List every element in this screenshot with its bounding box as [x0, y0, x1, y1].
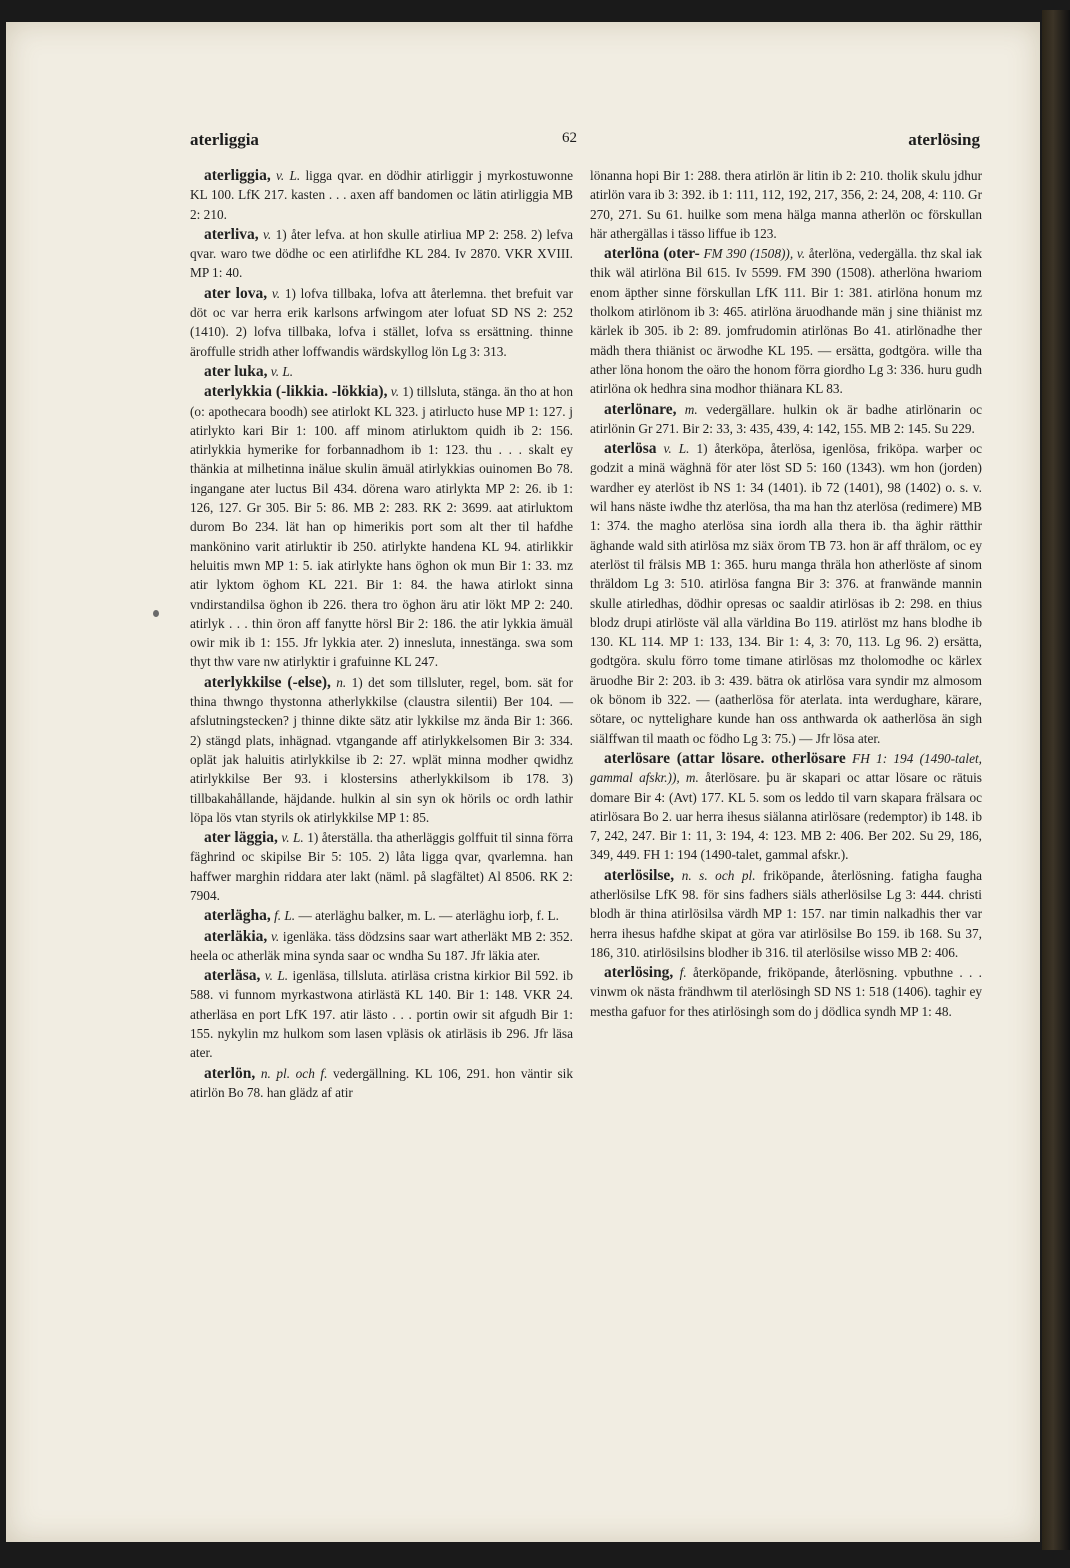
dictionary-entry	[590, 749, 982, 865]
headword: aterlösare (attar lösare. otherlösare	[604, 749, 846, 767]
headword: aterliva,	[204, 225, 259, 243]
part-of-speech: v.	[263, 226, 272, 242]
entry-text: vedergällare. hulkin ok är badhe atirlönarin oc atirlönin Gr 271. Bir 2: 33, 3: 435, 439, 4: 142, 155. MB 2: 145. Su 229.	[590, 401, 983, 436]
headword: aterlösa	[604, 440, 657, 458]
entry-text: vedergällning. KL 106, 291. hon väntir sik atirlön Bo 78. han glädz af atir	[190, 1065, 573, 1100]
part-of-speech: f. L.	[274, 908, 296, 924]
dictionary-entry	[590, 866, 982, 962]
header-right-guideword: aterlösing	[908, 130, 980, 149]
entry-text: igenläka. täss dödzsins saar wart atherläkt MB 2: 352. heela oc atherläk mina synda saar oc wndha Su 187. Jfr läkia ater.	[190, 928, 574, 963]
part-of-speech: m.	[684, 401, 698, 417]
entry-text: återköpande, friköpande, återlösning. vpbuthne . . . vinwm ok nästa frändhwm til aterlösingh SD NS 1: 518 (1406). taghir ey mestha gafuor for thes atirlösingh som do j dödlica syndh MP 1: 48.	[590, 965, 983, 1019]
headword: ater luka,	[204, 362, 268, 380]
headword: aterlägha,	[204, 907, 271, 925]
headword: aterlönare,	[604, 400, 677, 418]
entry-text: återlöna, vedergälla. thz skal iak thik wäl atirlöna Bil 615. Iv 5599. FM 390 (1508). atherlöna hwariom enom äpther sinne förskullan LfK 111. Bir 1: 381. atirlöna honum mz tholkom atirlönom ib 3: 465. atirlöna äruodhande män j sine thiänist mz kärlek ib 305. ib 2: 89. jomfrudomin atirlönas Bo 41. atirlönadhe ther mädh thera thiänist oc ärwodhe KL 195. — ersätta, godtgöra. wille tha ather löna honom the oäro the honom förra giordho Lg 3: 336. huru gudh atirlöna ok hedhra sina modhor thiänara KL 83.	[590, 246, 982, 397]
dictionary-entry	[590, 963, 982, 1021]
header-left-guideword: aterliggia	[190, 130, 259, 149]
part-of-speech: v.	[271, 285, 281, 301]
entry-text: 1) lofva tillbaka, lofva att återlemna. thet brefuit var döt oc var herra erik karlsons arfwingom ater lofuat SD NS 2: 252 (1410). 2) lofva tillbaka, lofva i stället, lofva ss ersättning. thinne äroffulle stridh ather loffwandis wärdskyllog lön Lg 3: 313.	[190, 285, 573, 359]
entry-text: — aterläghu balker, m. L. — aterläghu iorþ, f. L.	[298, 908, 559, 924]
dictionary-entry	[190, 284, 573, 361]
part-of-speech: v. L.	[264, 968, 289, 984]
part-of-speech: FH 1: 194 (1490-talet, gammal afskr.)), m.	[590, 750, 983, 786]
page-number: 62	[562, 130, 577, 146]
entry-text: 1) återställa. tha atherläggis golffuit til sinna förra fäghrind oc skipilse Bir 5: 105. 2) låta ligga qvar, qvarlemna. han haffwer marghin riddara ater lakt (näml. på slagfältet) Al 8506. RK 2: 7904.	[190, 830, 573, 903]
dictionary-entry	[590, 400, 982, 439]
headword: aterläkia,	[204, 927, 268, 945]
dictionary-entry	[190, 382, 573, 671]
part-of-speech: FM 390 (1508)), v.	[703, 246, 806, 262]
headword: aterlösing,	[604, 964, 674, 982]
entry-text: återlösare. þu är skapari oc attar lösare oc rätuis domare Bir 4: (Avt) 177. KL 5. som os leddo til varn skapara frälsara oc atirlösara Bo 2. uar herra ihesus siälanna atirlösare (redemptor) ib 148. ib 7, 242, 247. Bir 1: 11, 3: 194, 4: 123. MB 2: 406. Ber 202. Su 29, 186, 349, 449. FH 1: 194 (1490-talet, gammal afskr.).	[590, 770, 982, 863]
book-edge	[1042, 10, 1070, 1550]
entry-text: 1) det som tillsluter, regel, bom. sät for thina thwngo thystonna atherlykkilse (claustra silentii) Ber 104. — afslutningstecken? j thinne dikte sätz atir lykkilse mz ända Bir 1: 366. 2) stängd plats, inhägnad. vtgangande aff atirlykkelsomen Bir 3: 334. oplät jak haluitis atirlykkilse ib 2: 27. wplät minna modher qwidhz atirlykkilse Ber 93. i klostersins atherlykkilsom ib 178. 3) tillbakahållande, häjdande. hulkin al sin syn ok hörils oc ordh lathir löpa lös vtan styrils ok atirlykkilse MP 1: 85.	[190, 674, 574, 825]
entry-text: ligga qvar. en dödhir atirliggir j myrkostuwonne KL 100. LfK 217. kasten . . . axen aff bandomen oc lätin atirliggia MB 2: 210.	[190, 168, 573, 222]
dictionary-entry	[590, 244, 982, 398]
dictionary-entry	[590, 166, 982, 243]
entry-text: 1) tillsluta, stänga. än tho at hon (o: apothecara boodh) see atirlokt KL 323. j atirlucto huse MP 1: 127. j atirlykto kari Bir 1: 100. aff minom atirluktom quidh ib 2: 156. atirlykkia hymerike for forbannadhom ib 1: 123. thu . . . skalt ey thänkia at milhetinna inälue skulin ämuäl atirlykkias ouinomen Bo 78. ingangane ater luctus Bil 434. dörena waro atirlykta MP 2: 26. ib 1: 126, 127. Gr 305. Bir 5: 86. MB 2: 283. RK 2: 3699. aat atirluktom durom Bo 234. lät han op himerikis port som alt ther til hafdhe mankönino varit atirluktir ib 250. atirlykte handena KL 94. atirlikkir heluitis mwn MP 1: 5. iak atirlykte hans öghon ok mun Bir 1: 33. mz atir lyktom öghom KL 221. Bir 1: 84. the hawa atirlokt sinna vndirstandilsa öghon ib 226. thera tro öghon äru atir lökt MP 2: 240. atirlyk . . . thin öron aff fanytte hörsl Bir 2: 186. the atir lykkia ämuäl owir mik ib 1: 155. Jfr lykkia ater. 2) innesluta, innestänga. swa som thyt thw vare nw atirlyktir i grafuinne KL 247.	[190, 384, 573, 670]
dictionary-entry	[190, 225, 573, 283]
entry-text: igenläsa, tillsluta. atirläsa cristna kirkior Bil 592. ib 588. vi funnom myrkastwona atirlästä KL 140. Bir 1: 148. VKR 24. atherläsa en port LfK 197. atir lästo . . . portin owir sit afgudh Bir 1: 155. nykylin mz hulkom som lasen vpläsis ok atirläsis ib 296. Jfr läsa ater.	[190, 968, 573, 1061]
dictionary-entry	[190, 362, 573, 381]
headword: aterliggia,	[204, 167, 271, 184]
running-header	[190, 130, 980, 154]
part-of-speech: v. L.	[663, 441, 690, 457]
headword: aterlöna (oter-	[604, 245, 700, 263]
part-of-speech: n. pl. och f.	[260, 1065, 328, 1081]
part-of-speech: f.	[679, 965, 687, 981]
headword: aterlykkia (-likkia. -lökkia),	[204, 383, 388, 401]
entry-text: 1) åter lefva. at hon skulle atirliua MP 2: 258. 2) lefva qvar. waro twe dödhe oc een atirlifdhe KL 284. Iv 2870. VKR XVIII. MP 1: 40.	[190, 226, 573, 281]
dictionary-entry	[190, 673, 573, 827]
left-column	[190, 166, 573, 1103]
dictionary-entry	[190, 1064, 573, 1103]
entry-text: friköpande, återlösning. fatigha faugha atherlösilse LfK 98. för sins fadhers siäls atherlösilse Lg 3: 444. christi blodh är thina atirlösilsa värdh MP 1: 157. nar timin nalkadhis ther var herra ihesus hafdhe skipat at göra var atirlösilse Bo 159. ib 168. Su 37, 186, 310. atirlösilsins blodher ib 316. til aterlösilse wisso MB 2: 406.	[590, 867, 983, 960]
part-of-speech: v.	[270, 928, 280, 944]
dictionary-entry	[590, 439, 982, 748]
part-of-speech: n. s. och pl.	[681, 867, 756, 883]
headword: aterlön,	[204, 1064, 256, 1082]
dictionary-entry	[190, 966, 573, 1062]
entry-text: 1) återköpa, återlösa, igenlösa, friköpa. warþer oc godzit a minä wäghnä för ater löst SD 5: 160 (1343). wm hon (jorden) wardher ey aterlöst ib NS 1: 34 (1401). ib 72 (1401), 98 (1402) o. s. v. wil hans näste iwdhe thz aterlösa, tha ma han thz aterlösa (redimere) MB 1: 374. the magho aterlösa sina iordh alla thera ib. tha äghir rätthir äghande wald sith atirlösa mz siäx örom TB 73. hon är aff thrälom, oc ey aterlöst til frälsis MB 1: 365. huru manga thräla hon atherlöste af sinom thräldom Lg 3: 510. atirlösa fangna Bir 3: 376. at franwände mannin skulle atirledhas, dödhir opresas oc saaldir atirlösas ib 2: 298. en thius blodz drupi atirlöste väl alla världina Bo 119. atirlöst mz hans blodhe ib 130. KL 114. MP 1: 133, 134. Bir 1: 4, 3: 70, 113. Lg 96. 2) ersätta, godtgöra. skulu förro tome timane atirlösas mz tholomodhe oc kärlex äruodhe Bir 2: 203. ib 3: 439. bätra ok atirlösa vara syndir mz almosom ok bönom ib 322. — (aatherlösa för aterlata. inta werdughare, kärare, sötare, oc nyttelighare kunde han oss anthwarda ok aatherlösa än sigh siälffwan til maath oc födho Lg 3: 75.) — Jfr lösa ater.	[590, 441, 982, 746]
headword: aterlösilse,	[604, 866, 675, 884]
headword: aterläsa,	[204, 967, 261, 985]
right-column	[590, 166, 982, 1022]
headword: ater lova,	[204, 284, 268, 302]
part-of-speech: v. L.	[275, 168, 301, 183]
part-of-speech: v.	[390, 384, 400, 400]
part-of-speech: v. L.	[281, 830, 304, 846]
dictionary-entry	[190, 927, 573, 966]
headword: ater läggia,	[204, 829, 278, 847]
entry-text: lönanna hopi Bir 1: 288. thera atirlön är litin ib 2: 210. tholik skulu jdhur atirlön vara ib 3: 392. ib 1: 111, 112, 192, 217, 356, 2: 24, 208, 4: 110. Gr 270, 271. Su 61. huilke som mena hälga manna atherlön oc förskullan här athergällas i tässo liffue ib 123.	[590, 168, 982, 241]
dictionary-entry	[190, 906, 573, 925]
headword: aterlykkilse (-else),	[204, 673, 331, 691]
dictionary-entry	[190, 166, 573, 224]
part-of-speech: n.	[336, 674, 347, 690]
part-of-speech: v. L.	[270, 363, 294, 379]
ink-spot	[153, 610, 159, 617]
dictionary-entry	[190, 828, 573, 905]
